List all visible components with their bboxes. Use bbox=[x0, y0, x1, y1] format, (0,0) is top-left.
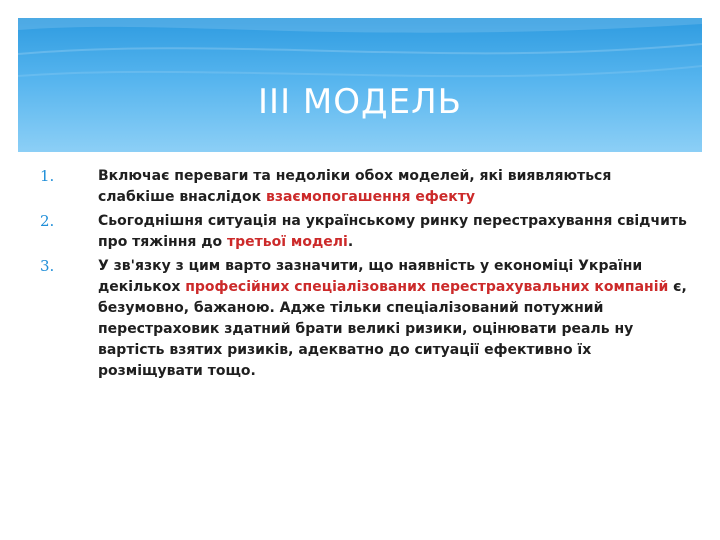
list-number: 1. bbox=[40, 167, 55, 185]
list-item-text bbox=[98, 256, 690, 382]
item-highlight: взаємопогашення ефекту bbox=[265, 189, 476, 205]
item-text-part: є, безумовно, бажаною. Адже тільки спеціалізований потужний перестраховик здатний брати великі ризики, оцінювати реаль ну вартість взятих ризиків, адекватно до ситуації ефективно їх розміщувати тощо. bbox=[98, 279, 687, 379]
list-number: 2. bbox=[40, 212, 55, 230]
item-text-part: У зв'язку з цим варто зазначити, що наявність у економіці України декількох bbox=[98, 258, 643, 295]
list-item bbox=[40, 166, 690, 208]
list-item-text bbox=[98, 166, 690, 208]
item-text-part: Сьогоднішня ситуація на українському ринку перестрахування свідчить про тяжіння до bbox=[98, 213, 687, 250]
list-item bbox=[40, 211, 690, 253]
title-band bbox=[18, 18, 702, 152]
content-area bbox=[40, 166, 690, 385]
item-highlight: професійних спеціалізованих перестрахувальних компаній bbox=[185, 279, 669, 295]
numbered-list bbox=[40, 166, 690, 382]
item-highlight: третьої моделі bbox=[227, 234, 348, 250]
list-item bbox=[40, 256, 690, 382]
list-number: 3. bbox=[40, 257, 55, 275]
item-text-part: Включає переваги та недоліки обох моделей, які виявляються слабкіше внаслідок bbox=[98, 168, 612, 205]
slide-title: III МОДЕЛЬ bbox=[258, 82, 462, 122]
list-item-text bbox=[98, 211, 690, 253]
item-text-part: . bbox=[347, 234, 354, 250]
